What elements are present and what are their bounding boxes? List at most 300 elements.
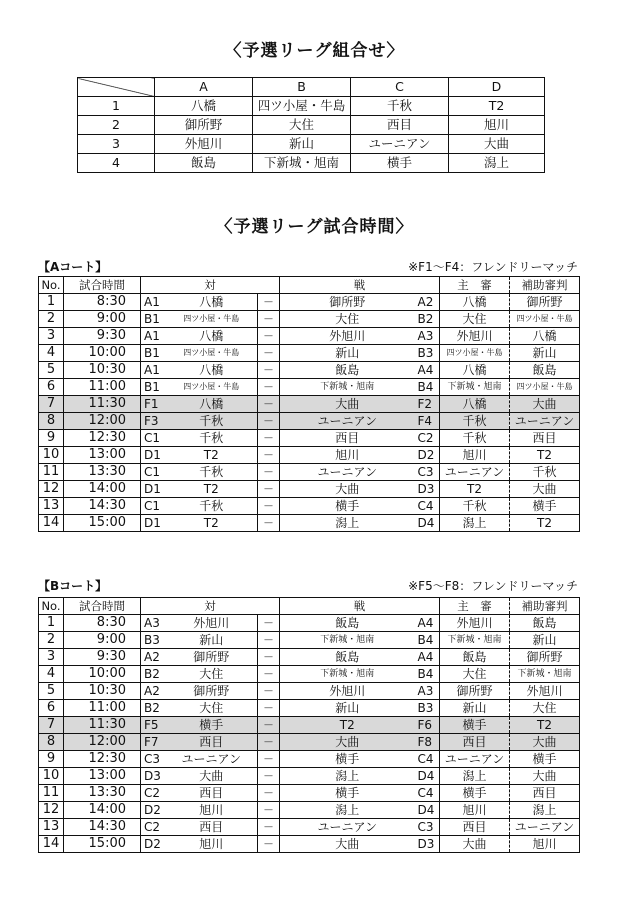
team-b-name: 潟上 <box>280 515 415 532</box>
match-row <box>39 836 580 853</box>
match-row <box>39 802 580 819</box>
match-time: 15:00 <box>64 836 141 853</box>
team-b-name: 潟上 <box>280 768 415 785</box>
team-a-code: B1 <box>141 345 166 362</box>
header-time: 試合時間 <box>64 598 141 615</box>
group-header: C <box>351 78 449 97</box>
assistant-referee: 大曲 <box>510 734 580 751</box>
team-a-code: B1 <box>141 379 166 396</box>
match-time: 14:00 <box>64 802 141 819</box>
match-time: 12:30 <box>64 430 141 447</box>
match-no: 4 <box>39 345 64 362</box>
match-row <box>39 615 580 632</box>
schedule-header-row <box>39 598 580 615</box>
team-b-code: B3 <box>415 700 440 717</box>
assistant-referee: 大住 <box>510 700 580 717</box>
court-b-heading <box>38 577 578 593</box>
vs-mark: — <box>258 683 280 700</box>
match-time: 11:30 <box>64 396 141 413</box>
match-row <box>39 717 580 734</box>
match-no: 3 <box>39 328 64 345</box>
team-a-code: D1 <box>141 447 166 464</box>
team-a-code: C2 <box>141 819 166 836</box>
match-time: 11:00 <box>64 700 141 717</box>
team-b-code: F6 <box>415 717 440 734</box>
match-time: 10:00 <box>64 666 141 683</box>
team-a-name: 西目 <box>166 785 258 802</box>
match-time: 11:30 <box>64 717 141 734</box>
team-a-name: 新山 <box>166 632 258 649</box>
match-no: 8 <box>39 734 64 751</box>
vs-mark: — <box>258 430 280 447</box>
team-a-name: T2 <box>166 447 258 464</box>
team-a-code: A3 <box>141 615 166 632</box>
header-vs-right: 戦 <box>280 277 440 294</box>
team-a-name: 大曲 <box>166 768 258 785</box>
group-header: A <box>155 78 253 97</box>
vs-mark: — <box>258 362 280 379</box>
assistant-referee: 飯島 <box>510 362 580 379</box>
match-no: 3 <box>39 649 64 666</box>
match-row <box>39 413 580 430</box>
corner-cell <box>78 78 155 97</box>
group-row-no: 3 <box>78 135 155 154</box>
vs-mark: — <box>258 700 280 717</box>
match-time: 12:00 <box>64 413 141 430</box>
team-a-name: 西目 <box>166 819 258 836</box>
team-a-code: A1 <box>141 362 166 379</box>
match-time: 10:30 <box>64 362 141 379</box>
team-b-name: ユーニアン <box>280 413 415 430</box>
team-a-code: A2 <box>141 683 166 700</box>
referee: 下新城・旭南 <box>440 632 510 649</box>
vs-mark: — <box>258 481 280 498</box>
group-row-no: 1 <box>78 97 155 116</box>
team-a-name: 千秋 <box>166 430 258 447</box>
match-time: 13:00 <box>64 447 141 464</box>
team-a-name: T2 <box>166 515 258 532</box>
referee: 大住 <box>440 311 510 328</box>
vs-mark: — <box>258 379 280 396</box>
assistant-referee: 旭川 <box>510 836 580 853</box>
header-vs-right: 戦 <box>280 598 440 615</box>
match-time: 9:30 <box>64 649 141 666</box>
group-row-no: 2 <box>78 116 155 135</box>
assistant-referee: 外旭川 <box>510 683 580 700</box>
team-b-name: 新山 <box>280 345 415 362</box>
match-time: 9:00 <box>64 311 141 328</box>
team-a-code: A1 <box>141 328 166 345</box>
assistant-referee: 新山 <box>510 632 580 649</box>
referee: 大曲 <box>440 836 510 853</box>
assistant-referee: 西目 <box>510 785 580 802</box>
match-row <box>39 785 580 802</box>
group-team: 下新城・旭南 <box>253 154 351 173</box>
team-a-code: D1 <box>141 481 166 498</box>
match-no: 10 <box>39 447 64 464</box>
vs-mark: — <box>258 515 280 532</box>
team-b-name: 大曲 <box>280 396 415 413</box>
team-a-name: T2 <box>166 481 258 498</box>
match-time: 10:30 <box>64 683 141 700</box>
groups-header-row <box>78 78 545 97</box>
team-a-name: ユーニアン <box>166 751 258 768</box>
match-row <box>39 481 580 498</box>
match-row <box>39 649 580 666</box>
match-row <box>39 447 580 464</box>
assistant-referee: 大曲 <box>510 481 580 498</box>
referee: 外旭川 <box>440 328 510 345</box>
assistant-referee: 御所野 <box>510 649 580 666</box>
vs-mark: — <box>258 615 280 632</box>
team-b-code: D4 <box>415 515 440 532</box>
schedule-header-row <box>39 277 580 294</box>
court-a-name: 【Aコート】 <box>38 260 108 274</box>
court-b-note: ※F5〜F8：フレンドリーマッチ <box>408 579 578 593</box>
team-a-code: C1 <box>141 464 166 481</box>
group-team: 潟上 <box>449 154 545 173</box>
team-b-code: A3 <box>415 328 440 345</box>
team-b-name: 下新城・旭南 <box>280 666 415 683</box>
assistant-referee: 潟上 <box>510 802 580 819</box>
team-b-code: C3 <box>415 819 440 836</box>
assistant-referee: T2 <box>510 717 580 734</box>
vs-mark: — <box>258 464 280 481</box>
match-no: 2 <box>39 632 64 649</box>
header-referee: 主 審 <box>440 598 510 615</box>
group-team: 四ツ小屋・牛島 <box>253 97 351 116</box>
team-a-name: 外旭川 <box>166 615 258 632</box>
team-a-code: C1 <box>141 430 166 447</box>
match-no: 8 <box>39 413 64 430</box>
team-b-name: 飯島 <box>280 362 415 379</box>
groups-title: 〈予選リーグ組合せ〉 <box>224 41 405 61</box>
team-b-code: B4 <box>415 379 440 396</box>
match-row <box>39 464 580 481</box>
team-b-name: 大曲 <box>280 836 415 853</box>
match-no: 13 <box>39 819 64 836</box>
match-no: 9 <box>39 430 64 447</box>
header-no: No. <box>39 277 64 294</box>
team-a-code: F1 <box>141 396 166 413</box>
referee: 潟上 <box>440 768 510 785</box>
referee: 潟上 <box>440 515 510 532</box>
team-b-code: D3 <box>415 481 440 498</box>
vs-mark: — <box>258 802 280 819</box>
match-row <box>39 819 580 836</box>
team-a-name: 八橋 <box>166 396 258 413</box>
match-time: 9:30 <box>64 328 141 345</box>
groups-row <box>78 154 545 173</box>
vs-mark: — <box>258 819 280 836</box>
team-a-code: F5 <box>141 717 166 734</box>
referee: 横手 <box>440 717 510 734</box>
referee: 千秋 <box>440 413 510 430</box>
match-row <box>39 498 580 515</box>
team-b-code: A2 <box>415 294 440 311</box>
match-row <box>39 751 580 768</box>
group-team: 千秋 <box>351 97 449 116</box>
team-b-name: 飯島 <box>280 649 415 666</box>
match-no: 12 <box>39 481 64 498</box>
team-a-name: 四ツ小屋・牛島 <box>166 311 258 328</box>
match-row <box>39 311 580 328</box>
team-b-name: ユーニアン <box>280 464 415 481</box>
team-a-code: D1 <box>141 515 166 532</box>
team-a-name: 八橋 <box>166 362 258 379</box>
referee: 横手 <box>440 785 510 802</box>
team-b-name: 西目 <box>280 430 415 447</box>
referee: 西目 <box>440 734 510 751</box>
team-b-name: 大曲 <box>280 481 415 498</box>
schedule-title: 〈予選リーグ試合時間〉 <box>215 217 414 237</box>
vs-mark: — <box>258 785 280 802</box>
team-b-code: F8 <box>415 734 440 751</box>
vs-mark: — <box>258 294 280 311</box>
referee: 西目 <box>440 819 510 836</box>
team-b-code: B4 <box>415 666 440 683</box>
vs-mark: — <box>258 649 280 666</box>
match-time: 13:30 <box>64 785 141 802</box>
match-row <box>39 768 580 785</box>
team-b-name: 飯島 <box>280 615 415 632</box>
group-header: D <box>449 78 545 97</box>
team-b-name: 御所野 <box>280 294 415 311</box>
referee: 八橋 <box>440 362 510 379</box>
team-b-code: A4 <box>415 615 440 632</box>
group-team: 飯島 <box>155 154 253 173</box>
court-a-heading <box>38 258 578 274</box>
team-a-name: 四ツ小屋・牛島 <box>166 379 258 396</box>
team-a-code: A1 <box>141 294 166 311</box>
assistant-referee: 大曲 <box>510 768 580 785</box>
group-team: ユーニアン <box>351 135 449 154</box>
court-a-table <box>38 276 580 532</box>
team-a-name: 御所野 <box>166 649 258 666</box>
group-header: B <box>253 78 351 97</box>
team-b-code: A4 <box>415 649 440 666</box>
referee: ユーニアン <box>440 464 510 481</box>
team-a-name: 千秋 <box>166 464 258 481</box>
vs-mark: — <box>258 447 280 464</box>
assistant-referee: 横手 <box>510 498 580 515</box>
team-b-code: C4 <box>415 785 440 802</box>
team-a-name: 千秋 <box>166 413 258 430</box>
vs-mark: — <box>258 498 280 515</box>
team-a-name: 大住 <box>166 666 258 683</box>
match-row <box>39 430 580 447</box>
vs-mark: — <box>258 396 280 413</box>
match-row <box>39 734 580 751</box>
group-team: 新山 <box>253 135 351 154</box>
match-no: 11 <box>39 785 64 802</box>
team-b-code: D3 <box>415 836 440 853</box>
referee: ユーニアン <box>440 751 510 768</box>
match-no: 11 <box>39 464 64 481</box>
match-time: 13:30 <box>64 464 141 481</box>
team-a-name: 四ツ小屋・牛島 <box>166 345 258 362</box>
team-a-code: B1 <box>141 311 166 328</box>
referee: 八橋 <box>440 396 510 413</box>
group-team: 外旭川 <box>155 135 253 154</box>
header-vs-left: 対 <box>141 277 280 294</box>
vs-mark: — <box>258 768 280 785</box>
team-b-code: D4 <box>415 768 440 785</box>
assistant-referee: 四ツ小屋・牛島 <box>510 311 580 328</box>
vs-mark: — <box>258 666 280 683</box>
team-b-code: C4 <box>415 498 440 515</box>
match-no: 5 <box>39 683 64 700</box>
groups-row <box>78 116 545 135</box>
court-b-name: 【Bコート】 <box>38 579 108 593</box>
team-b-code: C2 <box>415 430 440 447</box>
vs-mark: — <box>258 632 280 649</box>
team-a-code: C1 <box>141 498 166 515</box>
team-b-code: D2 <box>415 447 440 464</box>
vs-mark: — <box>258 413 280 430</box>
match-row <box>39 700 580 717</box>
court-a-note: ※F1〜F4：フレンドリーマッチ <box>408 260 578 274</box>
group-team: 横手 <box>351 154 449 173</box>
assistant-referee: 横手 <box>510 751 580 768</box>
team-b-code: F4 <box>415 413 440 430</box>
match-time: 9:00 <box>64 632 141 649</box>
team-a-name: 旭川 <box>166 836 258 853</box>
group-team: 西目 <box>351 116 449 135</box>
assistant-referee: 西目 <box>510 430 580 447</box>
assistant-referee: T2 <box>510 515 580 532</box>
match-time: 8:30 <box>64 294 141 311</box>
match-no: 12 <box>39 802 64 819</box>
match-no: 2 <box>39 311 64 328</box>
team-a-name: 御所野 <box>166 683 258 700</box>
groups-row <box>78 97 545 116</box>
assistant-referee: 下新城・旭南 <box>510 666 580 683</box>
match-no: 6 <box>39 379 64 396</box>
team-b-name: 下新城・旭南 <box>280 379 415 396</box>
match-no: 14 <box>39 515 64 532</box>
assistant-referee: 大曲 <box>510 396 580 413</box>
team-a-name: 旭川 <box>166 802 258 819</box>
match-no: 5 <box>39 362 64 379</box>
court-b-table <box>38 597 580 853</box>
team-a-code: D2 <box>141 802 166 819</box>
match-no: 13 <box>39 498 64 515</box>
team-b-name: 新山 <box>280 700 415 717</box>
team-a-name: 八橋 <box>166 328 258 345</box>
team-b-name: 横手 <box>280 785 415 802</box>
header-assistant-referee: 補助審判 <box>510 277 580 294</box>
header-vs-left: 対 <box>141 598 280 615</box>
match-row <box>39 396 580 413</box>
team-a-code: C2 <box>141 785 166 802</box>
team-b-name: T2 <box>280 717 415 734</box>
team-a-code: D2 <box>141 836 166 853</box>
team-a-code: B2 <box>141 666 166 683</box>
referee: 旭川 <box>440 447 510 464</box>
team-a-code: B2 <box>141 700 166 717</box>
assistant-referee: 四ツ小屋・牛島 <box>510 379 580 396</box>
match-no: 7 <box>39 396 64 413</box>
match-no: 1 <box>39 615 64 632</box>
match-no: 10 <box>39 768 64 785</box>
referee: T2 <box>440 481 510 498</box>
vs-mark: — <box>258 328 280 345</box>
team-b-code: F2 <box>415 396 440 413</box>
team-b-name: ユーニアン <box>280 819 415 836</box>
team-a-code: B3 <box>141 632 166 649</box>
team-a-name: 八橋 <box>166 294 258 311</box>
group-row-no: 4 <box>78 154 155 173</box>
team-b-code: D4 <box>415 802 440 819</box>
team-a-code: F7 <box>141 734 166 751</box>
match-time: 12:30 <box>64 751 141 768</box>
match-time: 14:30 <box>64 498 141 515</box>
match-time: 13:00 <box>64 768 141 785</box>
group-team: 大曲 <box>449 135 545 154</box>
header-assistant-referee: 補助審判 <box>510 598 580 615</box>
header-no: No. <box>39 598 64 615</box>
team-b-name: 下新城・旭南 <box>280 632 415 649</box>
vs-mark: — <box>258 717 280 734</box>
match-no: 14 <box>39 836 64 853</box>
team-a-name: 千秋 <box>166 498 258 515</box>
team-b-name: 大曲 <box>280 734 415 751</box>
assistant-referee: 新山 <box>510 345 580 362</box>
match-row <box>39 683 580 700</box>
team-b-name: 旭川 <box>280 447 415 464</box>
match-time: 15:00 <box>64 515 141 532</box>
match-row <box>39 328 580 345</box>
match-row <box>39 515 580 532</box>
referee: 新山 <box>440 700 510 717</box>
header-time: 試合時間 <box>64 277 141 294</box>
team-a-name: 西目 <box>166 734 258 751</box>
vs-mark: — <box>258 734 280 751</box>
match-row <box>39 362 580 379</box>
assistant-referee: 御所野 <box>510 294 580 311</box>
group-team: 御所野 <box>155 116 253 135</box>
team-a-code: A2 <box>141 649 166 666</box>
group-team: 八橋 <box>155 97 253 116</box>
team-b-name: 大住 <box>280 311 415 328</box>
referee: 御所野 <box>440 683 510 700</box>
match-no: 9 <box>39 751 64 768</box>
vs-mark: — <box>258 836 280 853</box>
referee: 千秋 <box>440 430 510 447</box>
team-b-code: B2 <box>415 311 440 328</box>
referee: 四ツ小屋・牛島 <box>440 345 510 362</box>
match-time: 10:00 <box>64 345 141 362</box>
header-referee: 主 審 <box>440 277 510 294</box>
team-b-name: 潟上 <box>280 802 415 819</box>
groups-row <box>78 135 545 154</box>
team-b-name: 外旭川 <box>280 328 415 345</box>
match-no: 1 <box>39 294 64 311</box>
referee: 千秋 <box>440 498 510 515</box>
referee: 飯島 <box>440 649 510 666</box>
match-time: 12:00 <box>64 734 141 751</box>
match-row <box>39 632 580 649</box>
assistant-referee: 千秋 <box>510 464 580 481</box>
referee: 旭川 <box>440 802 510 819</box>
match-row <box>39 666 580 683</box>
team-b-code: B3 <box>415 345 440 362</box>
match-time: 11:00 <box>64 379 141 396</box>
group-team: 大住 <box>253 116 351 135</box>
referee: 大住 <box>440 666 510 683</box>
team-b-name: 横手 <box>280 751 415 768</box>
